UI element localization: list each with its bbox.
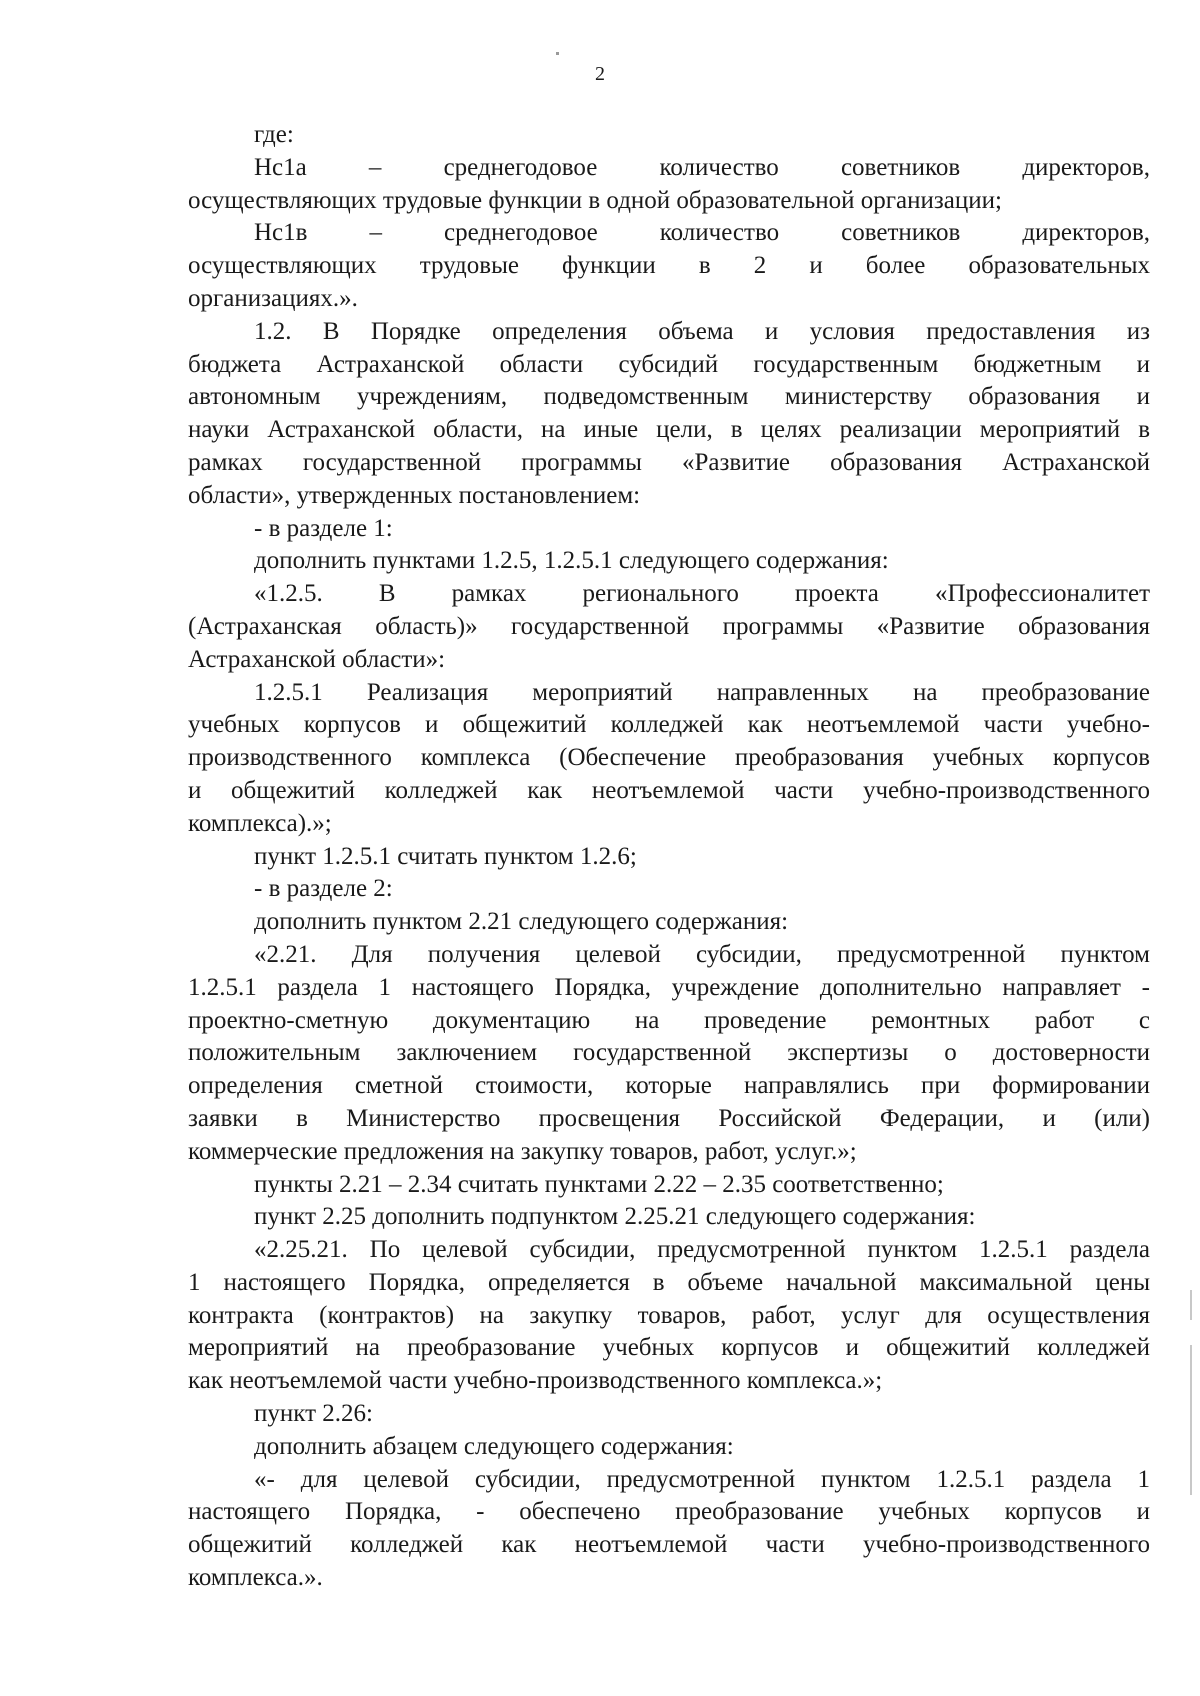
scan-edge-mark (1190, 1345, 1192, 1495)
text-line: где: (254, 121, 294, 148)
text-line: положительным заключением государственной экспертизы о достоверности (188, 1039, 1150, 1067)
text-line: учебных корпусов и общежитий колледжей как неотъемлемой части учебно- (188, 711, 1150, 739)
text-line: производственного комплекса (Обеспечение преобразования учебных корпусов (188, 744, 1150, 772)
text-line: Нс1а – среднегодовое количество советников директоров, (254, 153, 1150, 181)
text-line: «2.25.21. По целевой субсидии, предусмотренной пунктом 1.2.5.1 раздела (254, 1236, 1150, 1264)
text-line: дополнить пунктом 2.21 следующего содержания: (254, 908, 789, 936)
text-line: 1.2.5.1 раздела 1 настоящего Порядка, учреждение дополнительно направляет - (188, 973, 1150, 1001)
text-line: 1.2. В Порядке определения объема и условия предоставления из (254, 317, 1150, 345)
text-line: (Астраханская область)» государственной программы «Развитие образования (188, 612, 1150, 640)
scan-edge-mark (1190, 1290, 1192, 1320)
text-line: дополнить абзацем следующего содержания: (254, 1432, 734, 1460)
text-line: пункт 1.2.5.1 считать пунктом 1.2.6; (254, 842, 637, 870)
text-line: осуществляющих трудовые функции в 2 и более образовательных (188, 252, 1150, 280)
text-line: проектно-сметную документацию на проведение ремонтных работ с (188, 1006, 1150, 1034)
text-line: области», утвержденных постановлением: (188, 481, 641, 509)
text-line: автономным учреждениям, подведомственным министерству образования и (188, 383, 1150, 411)
text-line: «2.21. Для получения целевой субсидии, предусмотренной пунктом (254, 940, 1150, 968)
text-line: Нс1в – среднегодовое количество советников директоров, (254, 219, 1150, 247)
text-line: Астраханской области»: (188, 645, 446, 673)
page-number: 2 (595, 63, 605, 85)
text-line: организациях.». (188, 284, 358, 312)
text-line: - в разделе 2: (254, 875, 393, 903)
text-line: рамках государственной программы «Развитие образования Астраханской (188, 448, 1150, 476)
document-body (188, 119, 1150, 1595)
text-line: - в разделе 1: (254, 514, 393, 542)
text-line: 1.2.5.1 Реализация мероприятий направленных на преобразование (254, 678, 1150, 706)
text-line: пункт 2.25 дополнить подпунктом 2.25.21 следующего содержания: (254, 1203, 976, 1231)
text-line: настоящего Порядка, - обеспечено преобразование учебных корпусов и (188, 1498, 1150, 1526)
text-line: определения сметной стоимости, которые направлялись при формировании (188, 1072, 1150, 1100)
text-line: контракта (контрактов) на закупку товаров, работ, услуг для осуществления (188, 1301, 1150, 1329)
text-line: осуществляющих трудовые функции в одной образовательной организации; (188, 186, 1002, 214)
text-line: науки Астраханской области, на иные цели, в целях реализации мероприятий в (188, 416, 1150, 444)
text-line: общежитий колледжей как неотъемлемой части учебно-производственного (188, 1531, 1150, 1559)
text-line: бюджета Астраханской области субсидий государственным бюджетным и (188, 350, 1150, 378)
text-line: как неотъемлемой части учебно-производственного комплекса.»; (188, 1367, 883, 1395)
text-line: коммерческие предложения на закупку товаров, работ, услуг.»; (188, 1137, 857, 1165)
text-line: мероприятий на преобразование учебных корпусов и общежитий колледжей (188, 1334, 1150, 1362)
text-line: и общежитий колледжей как неотъемлемой части учебно-производственного (188, 776, 1150, 804)
text-line: дополнить пунктами 1.2.5, 1.2.5.1 следующего содержания: (254, 547, 889, 575)
text-line: «1.2.5. В рамках регионального проекта «Профессионалитет (254, 580, 1150, 608)
scan-speck (556, 52, 559, 55)
text-line: 1 настоящего Порядка, определяется в объеме начальной максимальной цены (188, 1268, 1150, 1296)
text-line: пункт 2.26: (254, 1400, 373, 1428)
text-line: заявки в Министерство просвещения Российской Федерации, и (или) (188, 1104, 1150, 1132)
text-line: комплекса).»; (188, 809, 332, 837)
text-line: «- для целевой субсидии, предусмотренной пунктом 1.2.5.1 раздела 1 (254, 1465, 1150, 1493)
text-line: пункты 2.21 – 2.34 считать пунктами 2.22 – 2.35 соответственно; (254, 1170, 944, 1198)
text-line: комплекса.». (188, 1564, 323, 1592)
